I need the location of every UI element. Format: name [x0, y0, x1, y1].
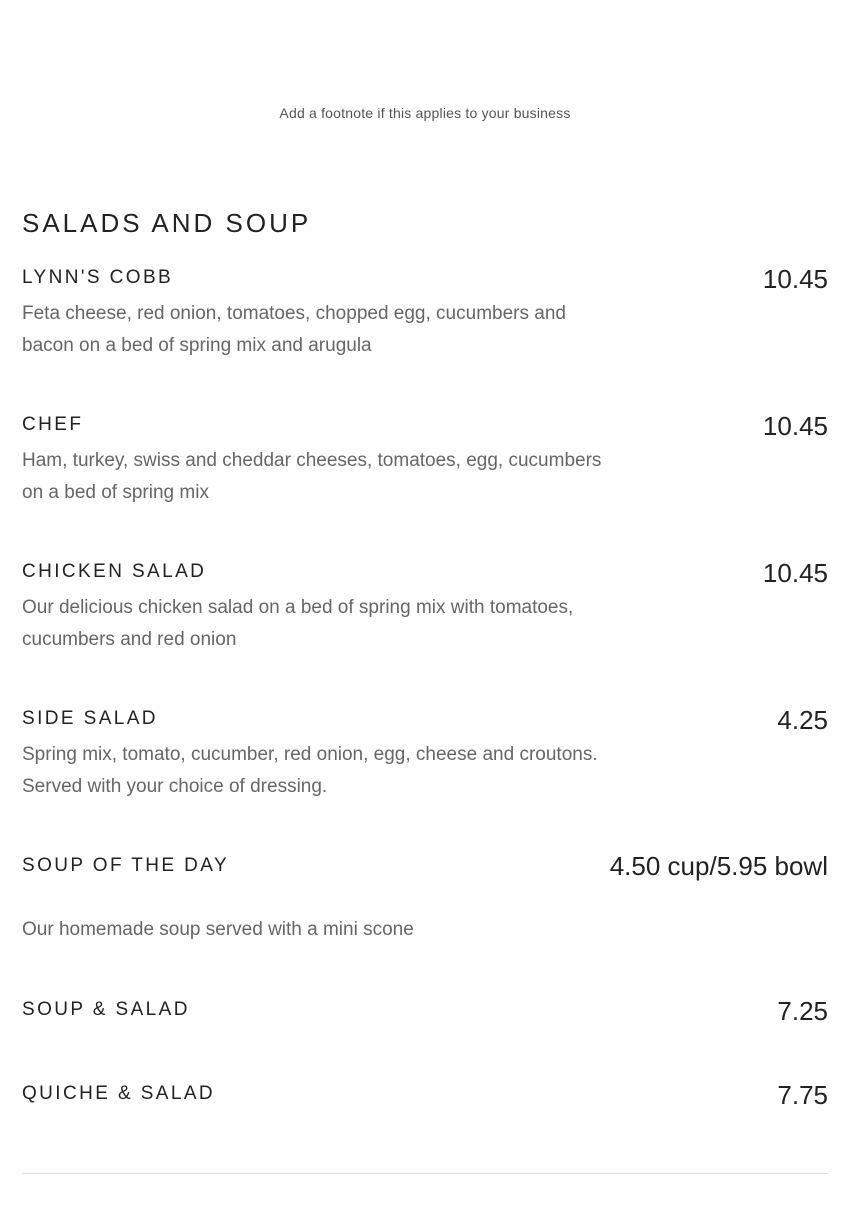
section-title: SALADS AND SOUP: [22, 208, 312, 238]
menu-item-name: CHICKEN SALAD: [22, 561, 207, 582]
menu-item-price: 10.45: [762, 558, 828, 588]
menu-item-description: Our homemade soup served with a mini scone: [22, 919, 414, 940]
menu-item-chef: [22, 411, 828, 558]
menu-item-name: SIDE SALAD: [22, 708, 158, 729]
menu-item-soup-of-the-day: [22, 852, 828, 996]
menu-list: [22, 264, 828, 1140]
menu-item-description: Feta cheese, red onion, tomatoes, chopped egg, cucumbers and bacon on a bed of spring mix and arugula: [22, 303, 566, 356]
menu-item-name: SOUP OF THE DAY: [22, 855, 230, 876]
menu-item-name: LYNN'S COBB: [22, 267, 174, 288]
menu-item-lynns-cobb: [22, 264, 828, 411]
menu-item-name: SOUP & SALAD: [22, 999, 190, 1020]
menu-item-price: 10.45: [762, 264, 828, 294]
menu-item-description: Ham, turkey, swiss and cheddar cheeses, tomatoes, egg, cucumbers on a bed of spring mix: [22, 450, 602, 503]
menu-item-price: 4.50 cup/5.95 bowl: [609, 851, 828, 881]
footnote: Add a footnote if this applies to your business: [279, 105, 571, 121]
menu-item-price: 7.75: [777, 1080, 828, 1110]
menu-item-quiche-and-salad: [22, 1080, 828, 1140]
menu-item-price: 10.45: [762, 411, 828, 441]
menu-item-name: CHEF: [22, 414, 84, 435]
menu-item-price: 7.25: [777, 996, 828, 1026]
menu-item-description: Spring mix, tomato, cucumber, red onion, egg, cheese and croutons. Served with your choice of dressing.: [22, 744, 598, 797]
menu-item-description: Our delicious chicken salad on a bed of spring mix with tomatoes, cucumbers and red onion: [22, 597, 574, 650]
menu-item-side-salad: [22, 705, 828, 852]
divider: [22, 1173, 828, 1174]
menu-item-name: QUICHE & SALAD: [22, 1083, 216, 1104]
menu-item-soup-and-salad: [22, 996, 828, 1080]
menu-item-chicken-salad: [22, 558, 828, 705]
menu-item-price: 4.25: [777, 705, 828, 735]
